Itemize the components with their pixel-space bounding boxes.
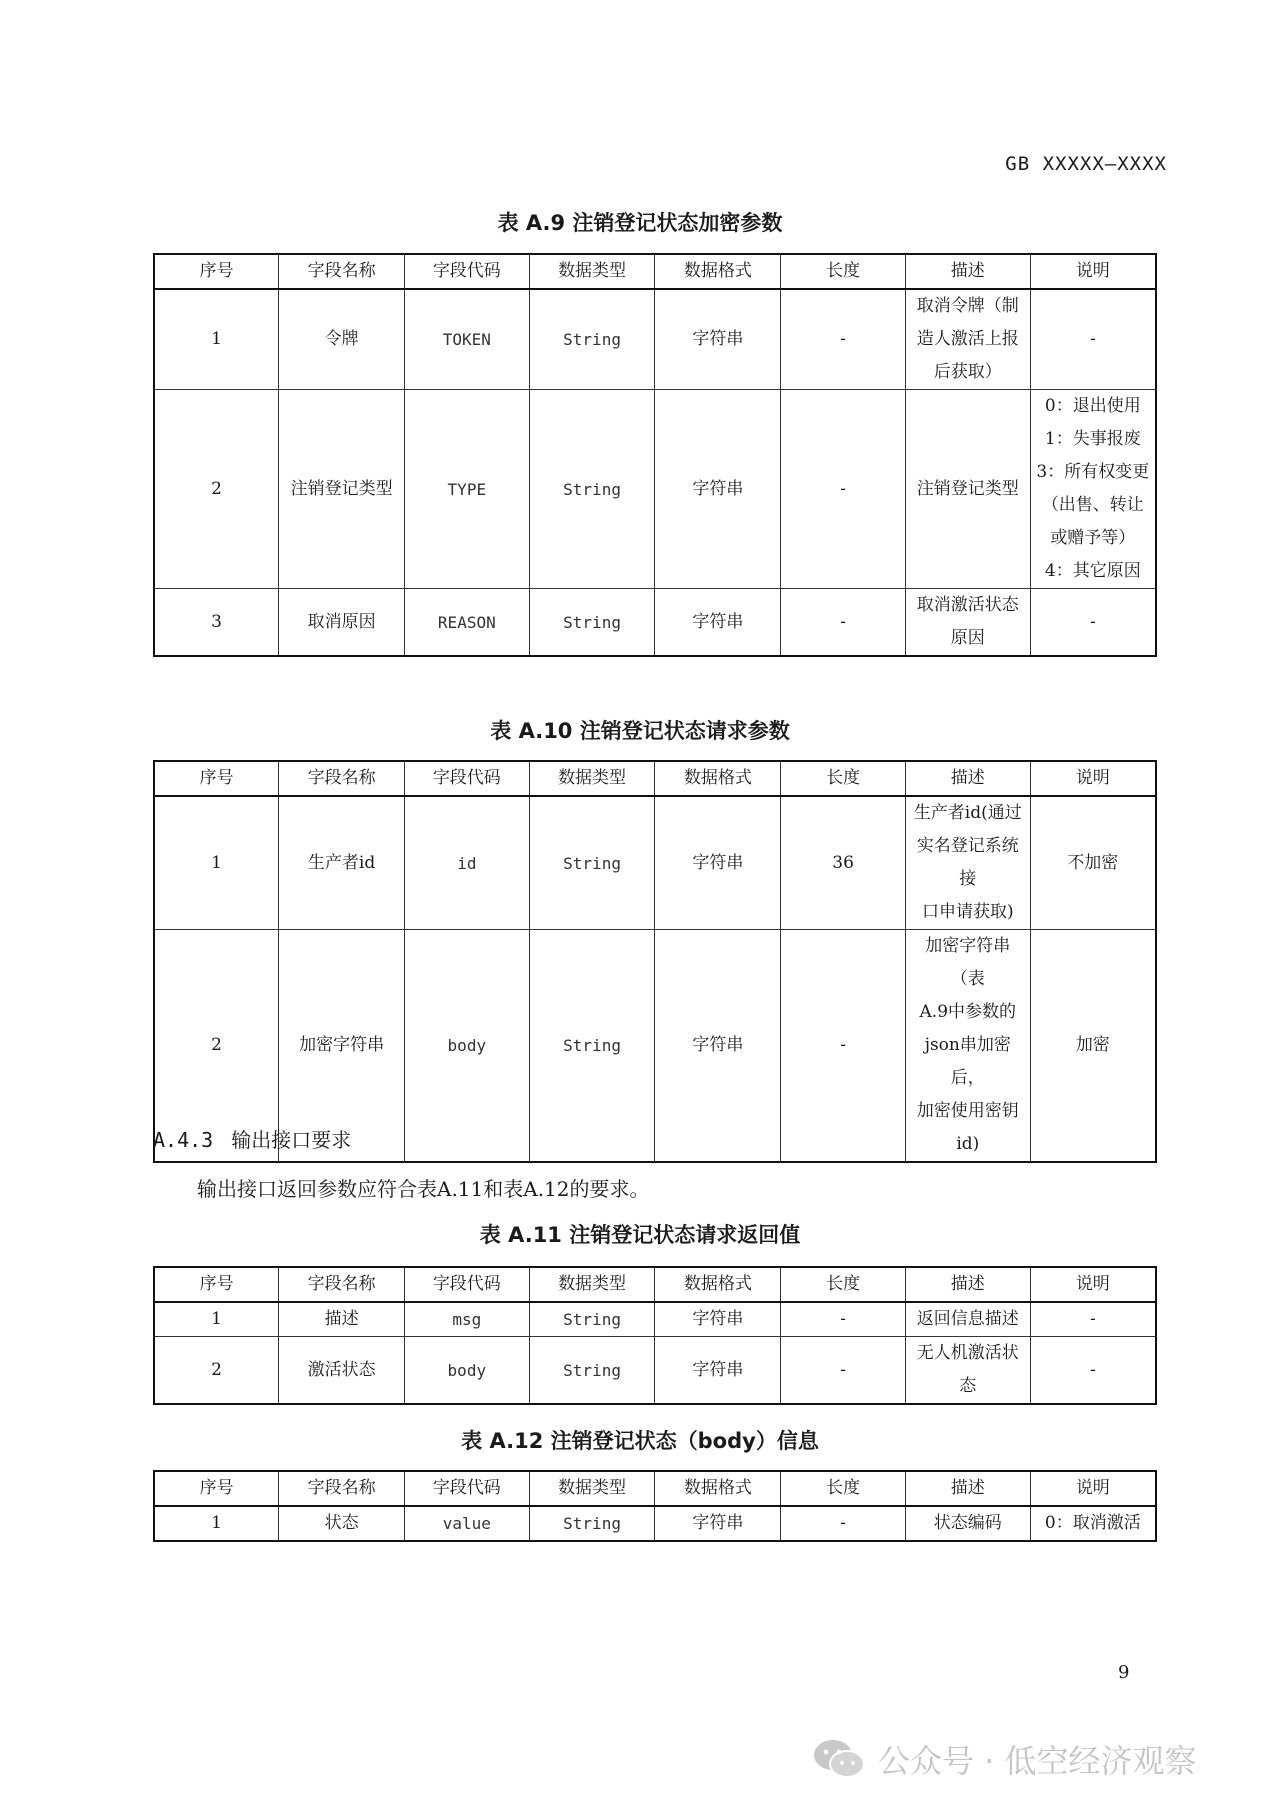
column-header: 数据格式: [655, 1267, 781, 1302]
column-header: 字段名称: [279, 1267, 405, 1302]
cell-line: 注销登记类型: [916, 478, 1019, 499]
column-header: 字段名称: [279, 1471, 405, 1506]
cell-format: 字符串: [655, 289, 781, 390]
column-header: 数据格式: [655, 254, 781, 289]
cell-code: body: [404, 1337, 529, 1405]
cell-format: 字符串: [655, 796, 781, 930]
table-row: [154, 289, 1156, 390]
column-header: 字段代码: [404, 1471, 529, 1506]
column-header: 字段名称: [279, 254, 405, 289]
table-a12-caption: 表 A.12 注销登记状态（body）信息: [461, 1429, 819, 1453]
cell-line: 加密使用密钥: [916, 1101, 1019, 1121]
table-a10-caption: 表 A.10 注销登记状态请求参数: [490, 719, 790, 743]
table-a10: [153, 760, 1157, 1163]
cell-type: String: [529, 930, 655, 1163]
column-header: 数据类型: [529, 761, 655, 796]
cell-code: TOKEN: [404, 289, 529, 390]
cell-line: 1：失事报废: [1044, 429, 1141, 449]
cell-line: 口申请获取): [921, 902, 1014, 922]
cell-no: 1: [154, 796, 279, 930]
cell-note: [1030, 289, 1156, 390]
column-header: 数据类型: [529, 254, 655, 289]
table-header-row: [154, 254, 1156, 289]
cell-line: 4：其它原因: [1044, 561, 1141, 581]
section-heading: [153, 1124, 351, 1153]
section-paragraph: 输出接口返回参数应符合表A.11和表A.12的要求。: [197, 1177, 650, 1201]
cell-line: -: [1089, 329, 1096, 349]
cell-line: 无人机激活状态: [916, 1343, 1019, 1396]
column-header: 描述: [905, 761, 1030, 796]
column-header: 字段名称: [279, 761, 405, 796]
cell-desc: [905, 1506, 1030, 1541]
cell-note: [1030, 390, 1156, 589]
cell-desc: [905, 589, 1030, 657]
cell-note: [1030, 1302, 1156, 1337]
cell-line: id): [956, 1134, 980, 1154]
standard-code: GB XXXXX—XXXX: [1005, 153, 1167, 175]
page-number: 9: [1118, 1662, 1130, 1683]
table-a9-caption: 表 A.9 注销登记状态加密参数: [497, 211, 783, 235]
cell-format: 字符串: [655, 589, 781, 657]
cell-format: 字符串: [655, 390, 781, 589]
cell-name: 取消原因: [279, 589, 405, 657]
cell-line: 原因: [950, 628, 985, 648]
cell-line: 或赠予等）: [1050, 528, 1136, 548]
cell-name: 状态: [279, 1506, 405, 1541]
column-header: 长度: [781, 254, 906, 289]
cell-desc: [905, 1337, 1030, 1405]
table-header-row: [154, 1267, 1156, 1302]
cell-desc: [905, 1302, 1030, 1337]
column-header: 字段代码: [404, 1267, 529, 1302]
column-header: 序号: [154, 761, 279, 796]
cell-code: TYPE: [404, 390, 529, 589]
column-header: 序号: [154, 1267, 279, 1302]
cell-name: 激活状态: [279, 1337, 405, 1405]
column-header: 长度: [781, 761, 906, 796]
column-header: 长度: [781, 1471, 906, 1506]
cell-format: 字符串: [655, 930, 781, 1163]
cell-format: 字符串: [655, 1337, 781, 1405]
cell-name: 描述: [279, 1302, 405, 1337]
column-header: 数据格式: [655, 1471, 781, 1506]
cell-name: 生产者id: [279, 796, 405, 930]
cell-code: REASON: [404, 589, 529, 657]
cell-length: -: [781, 1337, 906, 1405]
table-row: [154, 1302, 1156, 1337]
column-header: 长度: [781, 1267, 906, 1302]
table-a11: [153, 1266, 1157, 1405]
cell-code: value: [404, 1506, 529, 1541]
cell-line: 3：所有权变更: [1036, 462, 1150, 482]
column-header: 描述: [905, 254, 1030, 289]
table-row: [154, 589, 1156, 657]
cell-type: String: [529, 289, 655, 390]
cell-note: [1030, 1506, 1156, 1541]
section-number: A.4.3: [153, 1128, 214, 1152]
cell-type: String: [529, 1337, 655, 1405]
cell-type: String: [529, 390, 655, 589]
column-header: 说明: [1030, 1471, 1156, 1506]
column-header: 序号: [154, 1471, 279, 1506]
cell-type: String: [529, 796, 655, 930]
cell-no: 2: [154, 390, 279, 589]
cell-length: -: [781, 1506, 906, 1541]
table-row: [154, 390, 1156, 589]
cell-desc: [905, 930, 1030, 1163]
cell-line: A.9中参数的: [919, 1002, 1017, 1022]
column-header: 描述: [905, 1267, 1030, 1302]
cell-line: 不加密: [1067, 852, 1119, 873]
table-header-row: [154, 1471, 1156, 1506]
column-header: 序号: [154, 254, 279, 289]
column-header: 描述: [905, 1471, 1030, 1506]
watermark: [812, 1736, 1197, 1782]
cell-line: json串加密后，: [924, 1035, 1011, 1088]
cell-length: -: [781, 930, 906, 1163]
cell-type: String: [529, 1506, 655, 1541]
cell-no: 2: [154, 930, 279, 1163]
column-header: 说明: [1030, 761, 1156, 796]
cell-line: 实名登记系统接: [916, 836, 1019, 889]
table-row: [154, 1506, 1156, 1541]
cell-line: 状态编码: [933, 1513, 1002, 1533]
column-header: 数据格式: [655, 761, 781, 796]
cell-length: -: [781, 390, 906, 589]
cell-line: 0：退出使用: [1044, 396, 1141, 416]
table-a9: [153, 253, 1157, 657]
column-header: 数据类型: [529, 1471, 655, 1506]
cell-line: -: [1089, 611, 1096, 632]
cell-no: 3: [154, 589, 279, 657]
cell-line: 取消令牌（制: [916, 296, 1019, 316]
cell-code: id: [404, 796, 529, 930]
cell-note: [1030, 589, 1156, 657]
cell-length: -: [781, 589, 906, 657]
table-a12: [153, 1470, 1157, 1542]
cell-line: 后获取）: [933, 362, 1002, 382]
cell-note: [1030, 1337, 1156, 1405]
column-header: 数据类型: [529, 1267, 655, 1302]
cell-format: 字符串: [655, 1302, 781, 1337]
cell-line: 返回信息描述: [916, 1309, 1019, 1329]
table-row: [154, 796, 1156, 930]
column-header: 说明: [1030, 1267, 1156, 1302]
cell-code: body: [404, 930, 529, 1163]
cell-name: 加密字符串: [279, 930, 405, 1163]
cell-line: 加密: [1075, 1035, 1110, 1055]
cell-name: 注销登记类型: [279, 390, 405, 589]
cell-line: -: [1089, 1359, 1096, 1380]
cell-line: （出售、转让: [1041, 495, 1144, 515]
column-header: 字段代码: [404, 761, 529, 796]
cell-no: 1: [154, 289, 279, 390]
cell-name: 令牌: [279, 289, 405, 390]
cell-note: [1030, 930, 1156, 1163]
column-header: 字段代码: [404, 254, 529, 289]
table-row: [154, 1337, 1156, 1405]
cell-line: 生产者id(通过: [913, 803, 1022, 823]
cell-line: 造人激活上报: [916, 329, 1019, 349]
column-header: 说明: [1030, 254, 1156, 289]
cell-length: 36: [781, 796, 906, 930]
cell-line: -: [1089, 1309, 1096, 1329]
cell-code: msg: [404, 1302, 529, 1337]
cell-length: -: [781, 289, 906, 390]
table-a11-caption: 表 A.11 注销登记状态请求返回值: [479, 1223, 801, 1247]
cell-desc: [905, 390, 1030, 589]
cell-type: String: [529, 1302, 655, 1337]
cell-type: String: [529, 589, 655, 657]
cell-desc: [905, 289, 1030, 390]
cell-no: 1: [154, 1506, 279, 1541]
cell-line: 取消激活状态: [916, 595, 1019, 615]
cell-line: 加密字符串（表: [925, 936, 1011, 989]
section-title: 输出接口要求: [231, 1128, 352, 1152]
cell-line: 0：取消激活: [1044, 1513, 1141, 1533]
cell-length: -: [781, 1302, 906, 1337]
watermark-text: 公众号 · 低空经济观察: [878, 1742, 1197, 1780]
table-header-row: [154, 761, 1156, 796]
cell-desc: [905, 796, 1030, 930]
wechat-icon: [812, 1737, 866, 1781]
cell-note: [1030, 796, 1156, 930]
cell-no: 2: [154, 1337, 279, 1405]
cell-no: 1: [154, 1302, 279, 1337]
cell-format: 字符串: [655, 1506, 781, 1541]
